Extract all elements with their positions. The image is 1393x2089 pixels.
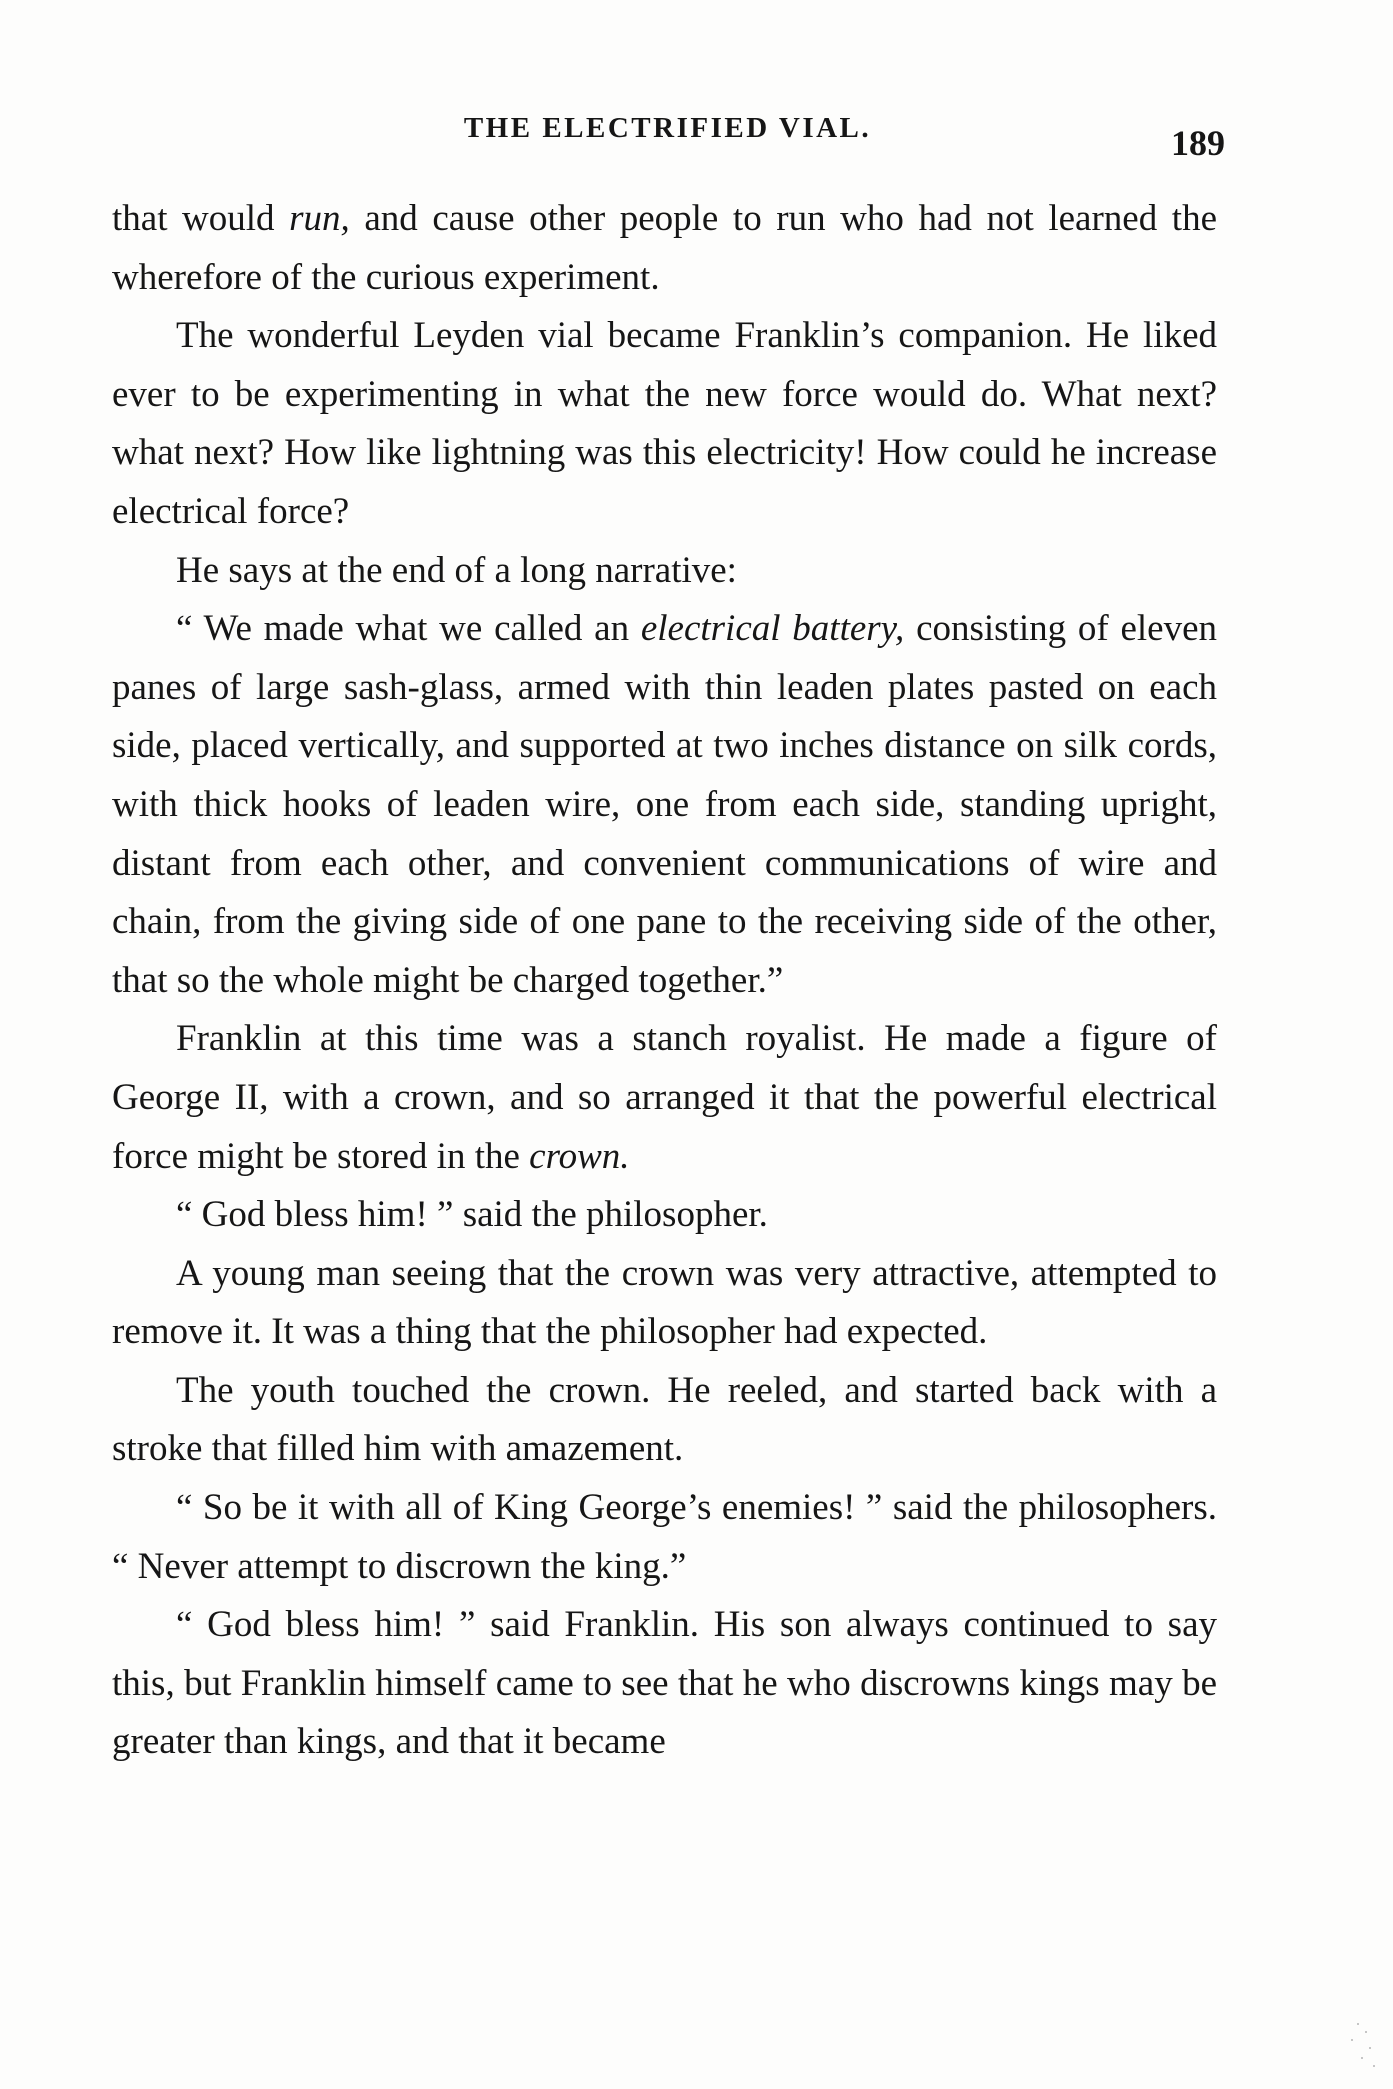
italic-text: run,	[289, 198, 350, 239]
scan-speck	[1365, 2031, 1367, 2033]
text-run: The youth touched the crown. He reeled, and started back with a stroke that filled him with amazement.	[112, 1369, 1217, 1470]
text-run: consisting of eleven panes of large sash-glass, armed with thin leaden plates pasted on each side, placed vertically, and supported at two inches distance on silk cords, with thick hooks of leaden wire, one from each side, standing upright, distant from each other, and convenient communications of wire and chain, from the giving side of one pane to the receiving side of the other, that so the whole might be charged together.”	[112, 608, 1217, 1001]
text-run: Franklin at this time was a stanch royalist. He made a figure of George II, with a crown, and so arranged it that the powerful electrical force might be stored in the	[112, 1018, 1217, 1177]
paragraph	[112, 542, 1217, 601]
text-run: that would	[112, 198, 290, 239]
paragraph	[112, 1245, 1217, 1362]
text-run: “ God bless him! ” said Franklin. His son always continued to say this, but Franklin himself came to see that he who discrowns kings may be greater than kings, and that it became	[112, 1604, 1217, 1763]
paragraph	[112, 1596, 1217, 1772]
text-run: The wonderful Leyden vial became Franklin’s companion. He liked ever to be experimenting in what the new force would do. What next? what next? How like lightning was this electricity! How could he increase electrical force?	[112, 315, 1217, 532]
text-run: He says at the end of a long narrative:	[176, 549, 737, 591]
italic-text: electrical battery,	[640, 608, 905, 650]
running-title: THE ELECTRIFIED VIAL.	[463, 112, 872, 144]
paragraph	[112, 1186, 1217, 1245]
paragraph	[112, 600, 1217, 1010]
text-run: “ God bless him! ” said the philosopher.	[176, 1194, 768, 1236]
body-text	[112, 190, 1217, 1772]
paragraph	[112, 1010, 1217, 1186]
text-run: and cause other people to run who had not learned the wherefore of the curious experiment.	[112, 198, 1217, 298]
page-number: 189	[1171, 123, 1225, 163]
scan-speck	[1357, 2023, 1359, 2025]
paragraph	[112, 1479, 1217, 1596]
scan-speck	[1351, 2039, 1353, 2041]
italic-text: crown.	[529, 1135, 630, 1177]
scan-speck	[1373, 2065, 1375, 2067]
scan-specks	[1343, 2017, 1383, 2077]
paragraph	[112, 190, 1217, 307]
page-header	[110, 112, 1225, 172]
text-run: “ So be it with all of King George’s enemies! ” said the philosophers. “ Never attempt to discrown the king.”	[112, 1487, 1217, 1587]
text-run: “ We made what we called an	[176, 608, 641, 650]
text-run: A young man seeing that the crown was very attractive, attempted to remove it. It was a thing that the philosopher had expected.	[112, 1252, 1217, 1353]
paragraph	[112, 1362, 1217, 1479]
paragraph	[112, 307, 1217, 541]
scan-speck	[1361, 2057, 1363, 2059]
scan-speck	[1369, 2047, 1371, 2049]
